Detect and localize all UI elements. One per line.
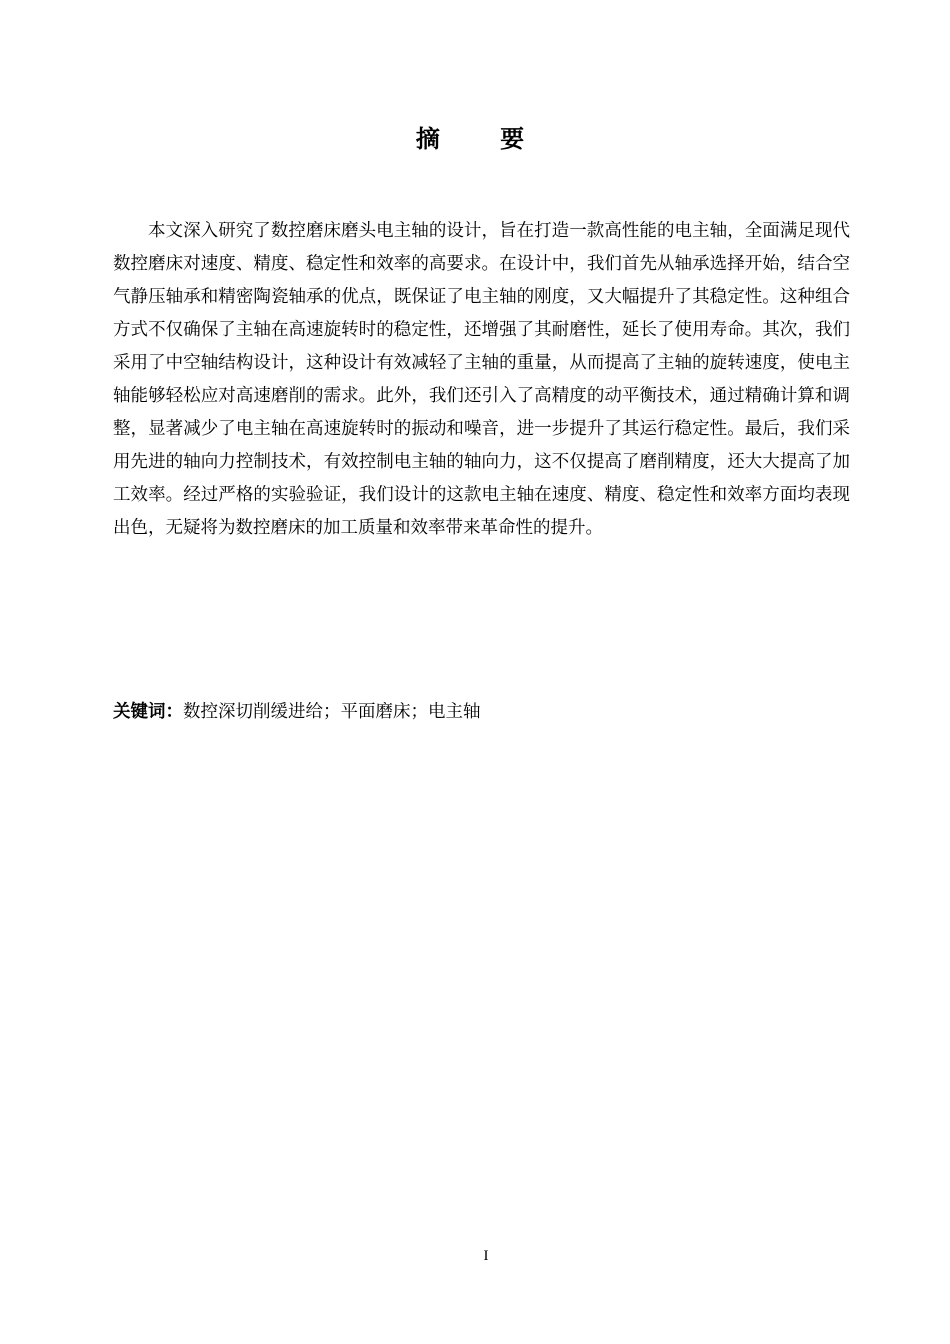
abstract-title: 摘 要 — [415, 125, 551, 153]
keywords-text: 数控深切削缓进给；平面磨床；电主轴 — [183, 702, 481, 722]
keywords-label: 关键词： — [113, 702, 183, 722]
abstract-body: 本文深入研究了数控磨床磨头电主轴的设计，旨在打造一款高性能的电主轴，全面满足现代数控磨床对速度、精度、稳定性和效率的高要求。在设计中，我们首先从轴承选择开始，结合空气静压轴承和精密陶瓷轴承的优点，既保证了电主轴的刚度，又大幅提升了其稳定性。这种组合方式不仅确保了主轴在高速旋转时的稳定性，还增强了其耐磨性，延长了使用寿命。其次，我们采用了中空轴结构设计，这种设计有效减轻了主轴的重量，从而提高了主轴的旋转速度，使电主轴能够轻松应对高速磨削的需求。此外，我们还引入了高精度的动平衡技术，通过精确计算和调整，显著减少了电主轴在高速旋转时的振动和噪音，进一步提升了其运行稳定性。最后，我们采用先进的轴向力控制技术，有效控制电主轴的轴向力，这不仅提高了磨削精度，还大大提高了加工效率。经过严格的实验验证，我们设计的这款电主轴在速度、精度、稳定性和效率方面均表现出色，无疑将为数控磨床的加工质量和效率带来革命性的提升。 — [113, 221, 850, 538]
page-number: I — [483, 1248, 489, 1264]
keywords-line — [113, 697, 850, 727]
